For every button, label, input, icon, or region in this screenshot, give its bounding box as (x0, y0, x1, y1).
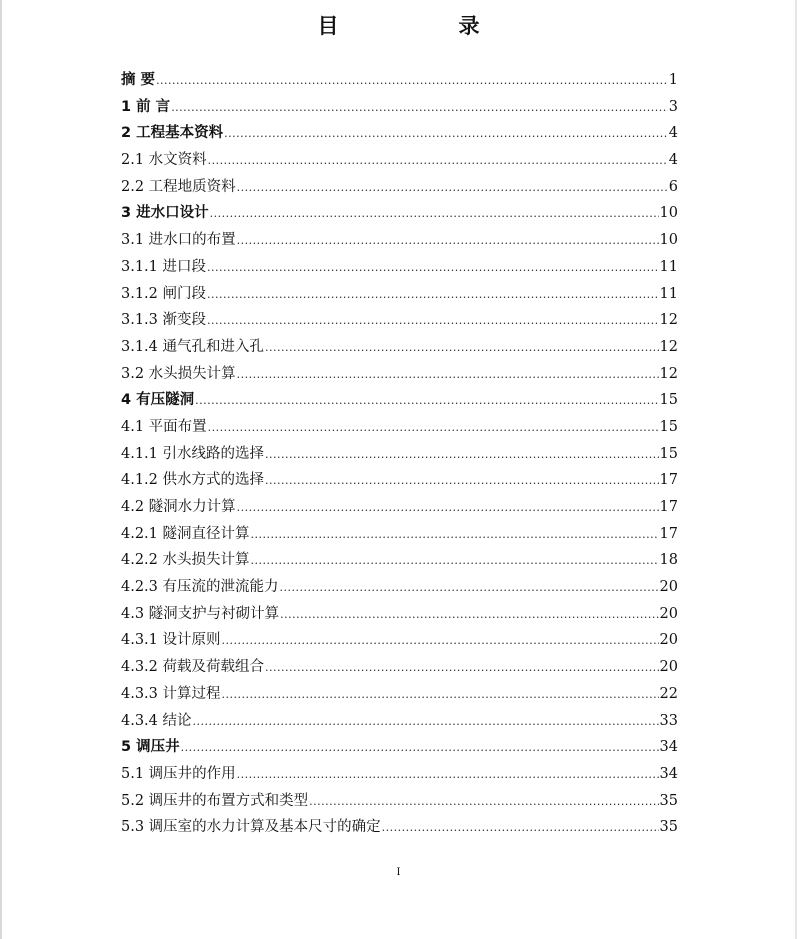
toc-entry-label: 5 调压井 (121, 739, 180, 756)
toc-dot-leader (207, 261, 659, 274)
toc-dot-leader (265, 448, 659, 461)
toc-entry[interactable] (121, 548, 678, 575)
toc-entry-label: 3.2 水头损失计算 (121, 365, 236, 382)
toc-dot-leader (207, 314, 659, 327)
toc-dot-leader (382, 821, 659, 834)
toc-entry-label: 4.2.2 水头损失计算 (121, 552, 250, 569)
toc-entry-label: 2.1 水文资料 (121, 152, 207, 169)
toc-entry[interactable] (121, 362, 678, 389)
toc-entry-page: 12 (659, 312, 678, 329)
toc-entry-page: 3 (668, 98, 678, 115)
toc-dot-leader (171, 101, 668, 114)
toc-entry[interactable] (121, 602, 678, 629)
toc-entry[interactable] (121, 95, 678, 122)
toc-entry-page: 35 (659, 819, 678, 836)
toc-entry-label: 4.3.4 结论 (121, 712, 192, 729)
toc-entry-label: 1 前 言 (121, 98, 171, 115)
toc-entry-page: 18 (659, 552, 678, 569)
page-number: I (396, 867, 401, 878)
toc-entry[interactable] (121, 495, 678, 522)
toc-entry[interactable] (121, 388, 678, 415)
toc-entry-page: 11 (659, 285, 678, 302)
toc-entry-page: 4 (668, 152, 678, 169)
page-title: 目 录 (317, 14, 506, 38)
toc-dot-leader (237, 368, 659, 381)
toc-entry-label: 3.1 进水口的布置 (121, 232, 236, 249)
toc-entry-page: 11 (659, 258, 678, 275)
toc-entry-page: 10 (659, 232, 678, 249)
toc-entry-label: 4.1.1 引水线路的选择 (121, 445, 265, 462)
toc-entry-label: 3.1.3 渐变段 (121, 312, 207, 329)
toc-entry[interactable] (121, 228, 678, 255)
toc-entry[interactable] (121, 815, 678, 842)
toc-entry-page: 35 (659, 792, 678, 809)
toc-entry[interactable] (121, 201, 678, 228)
toc-entry-label: 4.3 隧洞支护与衬砌计算 (121, 605, 280, 622)
toc-entry-label: 4.3.2 荷载及荷载组合 (121, 659, 265, 676)
toc-entry-label: 4.2.3 有压流的泄流能力 (121, 579, 279, 596)
toc-entry[interactable] (121, 655, 678, 682)
toc-entry-page: 20 (659, 632, 678, 649)
toc-dot-leader (237, 768, 659, 781)
toc-dot-leader (265, 474, 659, 487)
toc-entry-label: 3.1.1 进口段 (121, 258, 207, 275)
toc-entry-label: 5.1 调压井的作用 (121, 765, 236, 782)
toc-dot-leader (309, 795, 658, 808)
toc-dot-leader (208, 154, 668, 167)
toc-entry[interactable] (121, 175, 678, 202)
toc-dot-leader (280, 608, 658, 621)
toc-dot-leader (195, 394, 658, 407)
toc-entry[interactable] (121, 789, 678, 816)
toc-entry-page: 20 (659, 659, 678, 676)
toc-entry[interactable] (121, 255, 678, 282)
toc-entry-label: 3.1.4 通气孔和进入孔 (121, 338, 265, 355)
toc-dot-leader (224, 127, 668, 140)
page-edge-left (0, 0, 2, 939)
toc-entry-page: 33 (659, 712, 678, 729)
toc-dot-leader (265, 341, 659, 354)
toc-entry[interactable] (121, 682, 678, 709)
toc-entry-label: 4.3.3 计算过程 (121, 685, 221, 702)
toc-entry-page: 17 (659, 472, 678, 489)
toc-entry-label: 2.2 工程地质资料 (121, 178, 236, 195)
toc-entry[interactable] (121, 68, 678, 95)
toc-dot-leader (210, 207, 659, 220)
toc-dot-leader (156, 74, 668, 87)
toc-dot-leader (251, 554, 659, 567)
toc-entry[interactable] (121, 762, 678, 789)
toc-entry[interactable] (121, 709, 678, 736)
toc-entry-label: 3 进水口设计 (121, 205, 209, 222)
toc-entry[interactable] (121, 415, 678, 442)
toc-entry-page: 22 (659, 685, 678, 702)
toc-entry-label: 摘 要 (121, 72, 156, 88)
toc-entry-page: 4 (668, 125, 678, 142)
toc-entry[interactable] (121, 282, 678, 309)
toc-entry-page: 15 (659, 445, 678, 462)
toc-entry-label: 2 工程基本资料 (121, 125, 224, 142)
toc-dot-leader (181, 741, 659, 754)
toc-entry-page: 12 (659, 365, 678, 382)
toc-dot-leader (251, 528, 659, 541)
toc-entry-label: 4.2.1 隧洞直径计算 (121, 525, 250, 542)
toc-dot-leader (208, 421, 659, 434)
toc-entry-label: 4.3.1 设计原则 (121, 632, 221, 649)
toc-entry-page: 15 (659, 392, 678, 409)
toc-entry-page: 10 (659, 205, 678, 222)
toc-entry[interactable] (121, 308, 678, 335)
table-of-contents (121, 68, 678, 842)
toc-entry-page: 34 (659, 739, 678, 756)
toc-entry[interactable] (121, 628, 678, 655)
toc-entry-page: 12 (659, 338, 678, 355)
toc-dot-leader (237, 181, 668, 194)
toc-dot-leader (222, 688, 659, 701)
toc-entry[interactable] (121, 121, 678, 148)
toc-entry[interactable] (121, 522, 678, 549)
toc-entry[interactable] (121, 148, 678, 175)
toc-entry[interactable] (121, 442, 678, 469)
toc-entry-label: 4.1.2 供水方式的选择 (121, 472, 265, 489)
toc-entry-page: 17 (659, 525, 678, 542)
toc-dot-leader (193, 715, 659, 728)
toc-entry[interactable] (121, 335, 678, 362)
toc-entry-label: 5.3 调压室的水力计算及基本尺寸的确定 (121, 819, 381, 836)
toc-entry-page: 20 (659, 605, 678, 622)
toc-dot-leader (207, 288, 659, 301)
toc-entry-label: 4 有压隧洞 (121, 392, 195, 409)
toc-entry-page: 20 (659, 579, 678, 596)
toc-entry-page: 1 (668, 72, 678, 88)
toc-dot-leader (237, 501, 659, 514)
toc-entry-label: 3.1.2 闸门段 (121, 285, 207, 302)
toc-entry-page: 15 (659, 418, 678, 435)
toc-entry[interactable] (121, 735, 678, 762)
toc-entry[interactable] (121, 575, 678, 602)
toc-dot-leader (237, 234, 659, 247)
toc-dot-leader (265, 661, 659, 674)
toc-entry[interactable] (121, 468, 678, 495)
toc-entry-label: 5.2 调压井的布置方式和类型 (121, 792, 309, 809)
toc-entry-page: 17 (659, 499, 678, 515)
toc-dot-leader (280, 581, 659, 594)
toc-dot-leader (222, 634, 659, 647)
toc-entry-page: 34 (659, 765, 678, 782)
toc-entry-label: 4.1 平面布置 (121, 418, 207, 435)
toc-entry-label: 4.2 隧洞水力计算 (121, 499, 236, 515)
toc-entry-page: 6 (668, 178, 678, 195)
